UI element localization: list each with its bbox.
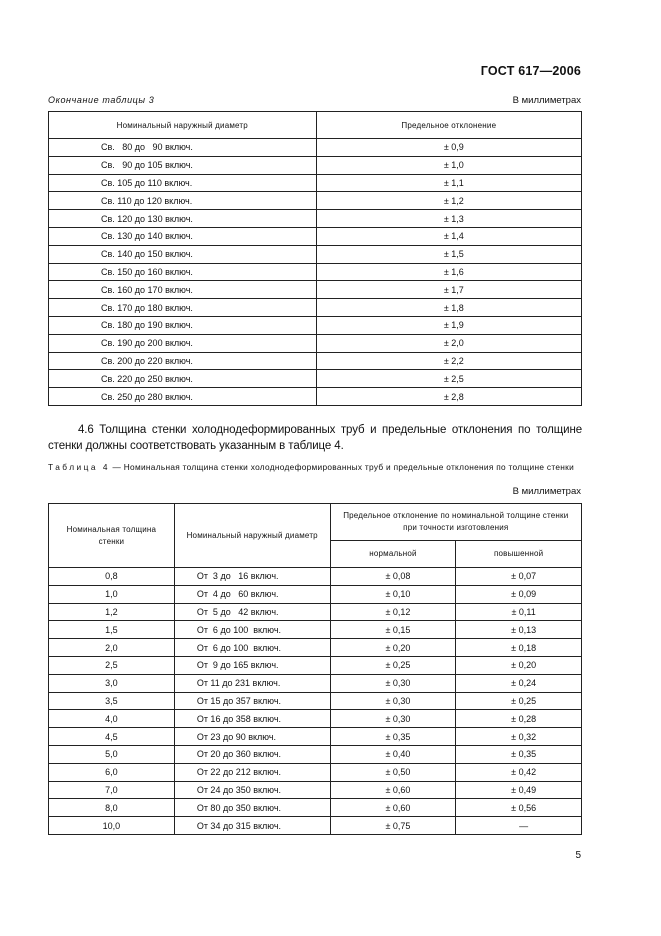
table3-cell-diameter: Св. 110 до 120 включ. bbox=[49, 192, 317, 210]
table4-cell-normal: ± 0,60 bbox=[330, 799, 456, 817]
table4-row bbox=[49, 745, 582, 763]
table4-row bbox=[49, 621, 582, 639]
table3-header-diameter: Номинальный наружный диаметр bbox=[49, 112, 317, 139]
table4-cell-thickness: 1,2 bbox=[49, 603, 175, 621]
table4-cell-thickness: 2,5 bbox=[49, 656, 175, 674]
table3-cell-deviation: ± 1,2 bbox=[316, 192, 581, 210]
table3-cell-diameter: Св. 180 до 190 включ. bbox=[49, 316, 317, 334]
table4-cell-diameter: От 22 до 212 включ. bbox=[174, 763, 330, 781]
table3-row bbox=[49, 210, 582, 228]
table4-cell-diameter: От 9 до 165 включ. bbox=[174, 656, 330, 674]
table4-cell-normal: ± 0,30 bbox=[330, 692, 456, 710]
table3-row bbox=[49, 227, 582, 245]
table3-cell-diameter: Св. 200 до 220 включ. bbox=[49, 352, 317, 370]
table4-header-increased: повышенной bbox=[456, 541, 582, 568]
table4-row bbox=[49, 674, 582, 692]
table4-cell-thickness: 4,5 bbox=[49, 728, 175, 746]
table4-cell-normal: ± 0,10 bbox=[330, 585, 456, 603]
table3-cell-deviation: ± 1,8 bbox=[316, 299, 581, 317]
table4-cell-diameter: От 34 до 315 включ. bbox=[174, 817, 330, 835]
table3-unit-note: В миллиметрах bbox=[512, 95, 581, 106]
table4-cell-diameter: От 3 до 16 включ. bbox=[174, 568, 330, 586]
table3-row bbox=[49, 281, 582, 299]
table3-row bbox=[49, 299, 582, 317]
table4-cell-increased: ± 0,35 bbox=[456, 745, 582, 763]
table4-cell-normal: ± 0,40 bbox=[330, 745, 456, 763]
table3-cell-diameter: Св. 190 до 200 включ. bbox=[49, 334, 317, 352]
table4-row bbox=[49, 817, 582, 835]
table3-row bbox=[49, 139, 582, 157]
table4-cell-increased: ± 0,18 bbox=[456, 639, 582, 657]
table4-cell-increased: ± 0,56 bbox=[456, 799, 582, 817]
table4-cell-diameter: От 20 до 360 включ. bbox=[174, 745, 330, 763]
table4-cell-thickness: 0,8 bbox=[49, 568, 175, 586]
table4-row bbox=[49, 763, 582, 781]
table4-caption-lead: Таблица 4 bbox=[48, 462, 110, 472]
table4-cell-increased: ± 0,25 bbox=[456, 692, 582, 710]
table4-cell-diameter: От 4 до 60 включ. bbox=[174, 585, 330, 603]
table4-cell-increased: ± 0,49 bbox=[456, 781, 582, 799]
table4-cell-thickness: 4,0 bbox=[49, 710, 175, 728]
table4-row bbox=[49, 639, 582, 657]
table3-cell-deviation: ± 1,9 bbox=[316, 316, 581, 334]
table3-header-row bbox=[49, 112, 582, 139]
table4-row bbox=[49, 799, 582, 817]
table4-cell-diameter: От 24 до 350 включ. bbox=[174, 781, 330, 799]
table3-cell-diameter: Св. 105 до 110 включ. bbox=[49, 174, 317, 192]
table4-row bbox=[49, 692, 582, 710]
table4-cell-normal: ± 0,30 bbox=[330, 674, 456, 692]
table3-cell-diameter: Св. 80 до 90 включ. bbox=[49, 139, 317, 157]
table4-cell-diameter: От 23 до 90 включ. bbox=[174, 728, 330, 746]
table4-cell-normal: ± 0,60 bbox=[330, 781, 456, 799]
table4-cell-diameter: От 6 до 100 включ. bbox=[174, 621, 330, 639]
table4-row bbox=[49, 585, 582, 603]
table3-cell-deviation: ± 2,2 bbox=[316, 352, 581, 370]
table4-header-thickness: Номинальная толщина стенки bbox=[49, 504, 175, 568]
table4-cell-diameter: От 5 до 42 включ. bbox=[174, 603, 330, 621]
table4-body bbox=[49, 568, 582, 835]
table4-cell-normal: ± 0,50 bbox=[330, 763, 456, 781]
table4-cell-normal: ± 0,15 bbox=[330, 621, 456, 639]
table3-header-deviation: Предельное отклонение bbox=[316, 112, 581, 139]
table4-cell-increased: ± 0,42 bbox=[456, 763, 582, 781]
table3-row bbox=[49, 334, 582, 352]
table3-cell-deviation: ± 1,3 bbox=[316, 210, 581, 228]
table3-cell-deviation: ± 1,0 bbox=[316, 156, 581, 174]
table4-cell-increased: ± 0,07 bbox=[456, 568, 582, 586]
table4-cell-increased: ± 0,20 bbox=[456, 656, 582, 674]
table4-cell-thickness: 3,0 bbox=[49, 674, 175, 692]
table3-cell-deviation: ± 2,0 bbox=[316, 334, 581, 352]
table3-row bbox=[49, 388, 582, 406]
table3-row bbox=[49, 174, 582, 192]
table4-caption-text: — Номинальная толщина стенки холоднодеформированных труб и предельные отклонения по толщине стенки bbox=[109, 462, 575, 472]
table3-cell-deviation: ± 2,8 bbox=[316, 388, 581, 406]
table4-row bbox=[49, 710, 582, 728]
table3-row bbox=[49, 316, 582, 334]
table3-cell-diameter: Св. 90 до 105 включ. bbox=[49, 156, 317, 174]
table4-row bbox=[49, 781, 582, 799]
table3-cell-diameter: Св. 220 до 250 включ. bbox=[49, 370, 317, 388]
table3-cell-deviation: ± 0,9 bbox=[316, 139, 581, 157]
table3-row bbox=[49, 263, 582, 281]
table4-row bbox=[49, 568, 582, 586]
table4-caption bbox=[48, 461, 582, 474]
table4-cell-diameter: От 6 до 100 включ. bbox=[174, 639, 330, 657]
table3-row bbox=[49, 192, 582, 210]
table3 bbox=[48, 111, 582, 406]
table4-cell-increased: ± 0,09 bbox=[456, 585, 582, 603]
table4-cell-thickness: 1,0 bbox=[49, 585, 175, 603]
table4-cell-normal: ± 0,20 bbox=[330, 639, 456, 657]
table3-cell-deviation: ± 1,4 bbox=[316, 227, 581, 245]
table4-unit-note: В миллиметрах bbox=[512, 486, 581, 497]
table4-cell-increased: ± 0,11 bbox=[456, 603, 582, 621]
table4-cell-normal: ± 0,75 bbox=[330, 817, 456, 835]
table3-cell-deviation: ± 1,7 bbox=[316, 281, 581, 299]
table4-cell-normal: ± 0,35 bbox=[330, 728, 456, 746]
table3-body bbox=[49, 139, 582, 406]
table4-cell-normal: ± 0,25 bbox=[330, 656, 456, 674]
document-header: ГОСТ 617—2006 bbox=[480, 64, 581, 78]
table4-cell-diameter: От 11 до 231 включ. bbox=[174, 674, 330, 692]
table3-cell-diameter: Св. 170 до 180 включ. bbox=[49, 299, 317, 317]
table4-cell-thickness: 3,5 bbox=[49, 692, 175, 710]
page-number: 5 bbox=[575, 850, 581, 861]
table4-row bbox=[49, 728, 582, 746]
table3-cell-diameter: Св. 250 до 280 включ. bbox=[49, 388, 317, 406]
table4-cell-increased: — bbox=[456, 817, 582, 835]
table3-cell-deviation: ± 2,5 bbox=[316, 370, 581, 388]
table4-row bbox=[49, 656, 582, 674]
section-4-6-paragraph: 4.6 Толщина стенки холоднодеформированных труб и предельные отклонения по толщине стенки должны соответствовать указанным в таблице 4. bbox=[48, 424, 582, 452]
table4-header-deviation-group: Предельное отклонение по номинальной толщине стенки при точности изготовления bbox=[330, 504, 581, 541]
table4 bbox=[48, 503, 582, 835]
table3-cell-diameter: Св. 140 до 150 включ. bbox=[49, 245, 317, 263]
table4-cell-increased: ± 0,32 bbox=[456, 728, 582, 746]
table3-cell-deviation: ± 1,5 bbox=[316, 245, 581, 263]
table3-cell-diameter: Св. 120 до 130 включ. bbox=[49, 210, 317, 228]
table3-row bbox=[49, 352, 582, 370]
table4-cell-diameter: От 15 до 357 включ. bbox=[174, 692, 330, 710]
table3-cell-deviation: ± 1,1 bbox=[316, 174, 581, 192]
table4-cell-thickness: 10,0 bbox=[49, 817, 175, 835]
table4-cell-normal: ± 0,12 bbox=[330, 603, 456, 621]
table4-cell-normal: ± 0,08 bbox=[330, 568, 456, 586]
table3-cell-diameter: Св. 130 до 140 включ. bbox=[49, 227, 317, 245]
table4-cell-increased: ± 0,24 bbox=[456, 674, 582, 692]
table4-cell-thickness: 5,0 bbox=[49, 745, 175, 763]
table4-header-diameter: Номинальный наружный диаметр bbox=[174, 504, 330, 568]
table4-cell-thickness: 2,0 bbox=[49, 639, 175, 657]
table3-row bbox=[49, 156, 582, 174]
table3-row bbox=[49, 245, 582, 263]
table4-row bbox=[49, 603, 582, 621]
table4-cell-diameter: От 16 до 358 включ. bbox=[174, 710, 330, 728]
table3-row bbox=[49, 370, 582, 388]
table4-cell-increased: ± 0,13 bbox=[456, 621, 582, 639]
table3-cell-diameter: Св. 160 до 170 включ. bbox=[49, 281, 317, 299]
table4-cell-increased: ± 0,28 bbox=[456, 710, 582, 728]
table4-cell-thickness: 1,5 bbox=[49, 621, 175, 639]
table4-cell-normal: ± 0,30 bbox=[330, 710, 456, 728]
table3-cell-diameter: Св. 150 до 160 включ. bbox=[49, 263, 317, 281]
table4-cell-thickness: 8,0 bbox=[49, 799, 175, 817]
table4-header-normal: нормальной bbox=[330, 541, 456, 568]
table3-cell-deviation: ± 1,6 bbox=[316, 263, 581, 281]
table3-caption: Окончание таблицы 3 bbox=[48, 95, 155, 105]
table4-cell-thickness: 7,0 bbox=[49, 781, 175, 799]
table4-cell-diameter: От 80 до 350 включ. bbox=[174, 799, 330, 817]
table4-header-row-1 bbox=[49, 504, 582, 541]
table4-cell-thickness: 6,0 bbox=[49, 763, 175, 781]
